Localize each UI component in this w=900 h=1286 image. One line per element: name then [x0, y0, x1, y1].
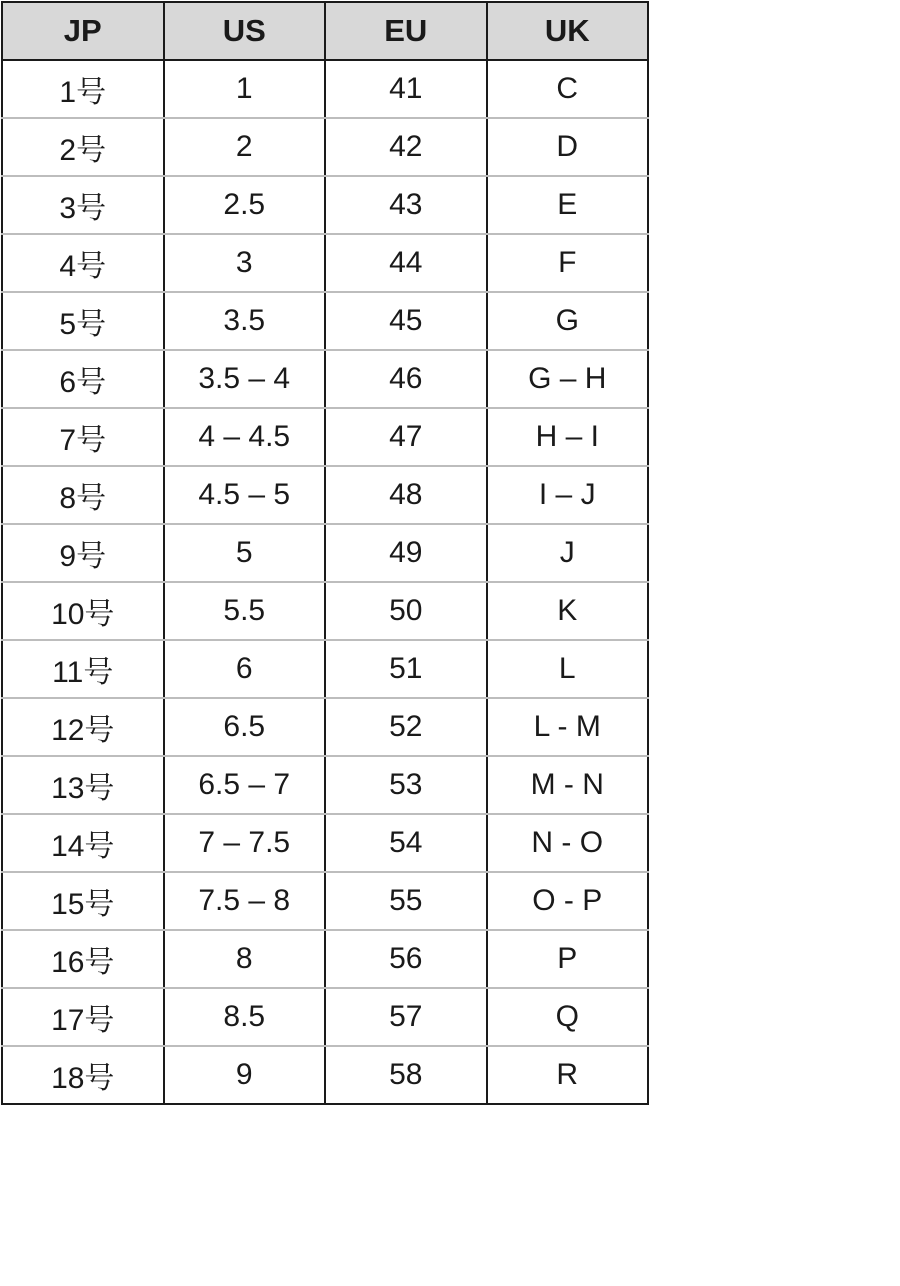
cell-jp: 16号	[2, 930, 164, 988]
cell-jp: 1号	[2, 60, 164, 118]
cell-us: 2.5	[164, 176, 326, 234]
cell-uk: E	[487, 176, 649, 234]
cell-uk: P	[487, 930, 649, 988]
table-row	[2, 930, 648, 988]
cell-eu: 49	[325, 524, 487, 582]
cell-us: 4.5 – 5	[164, 466, 326, 524]
cell-uk: H – I	[487, 408, 649, 466]
cell-jp: 8号	[2, 466, 164, 524]
cell-eu: 44	[325, 234, 487, 292]
cell-uk: G	[487, 292, 649, 350]
cell-eu: 54	[325, 814, 487, 872]
cell-us: 4 – 4.5	[164, 408, 326, 466]
cell-jp: 4号	[2, 234, 164, 292]
cell-jp: 3号	[2, 176, 164, 234]
table-row	[2, 582, 648, 640]
cell-us: 1	[164, 60, 326, 118]
cell-jp: 18号	[2, 1046, 164, 1104]
cell-us: 8.5	[164, 988, 326, 1046]
cell-uk: L	[487, 640, 649, 698]
cell-us: 6.5 – 7	[164, 756, 326, 814]
cell-us: 3.5 – 4	[164, 350, 326, 408]
table-row	[2, 988, 648, 1046]
cell-eu: 50	[325, 582, 487, 640]
cell-us: 6.5	[164, 698, 326, 756]
cell-us: 3.5	[164, 292, 326, 350]
table-row	[2, 234, 648, 292]
header-row	[2, 2, 648, 60]
cell-uk: F	[487, 234, 649, 292]
table-row	[2, 292, 648, 350]
cell-us: 2	[164, 118, 326, 176]
cell-eu: 55	[325, 872, 487, 930]
cell-uk: C	[487, 60, 649, 118]
cell-eu: 56	[325, 930, 487, 988]
header-us: US	[164, 2, 326, 60]
ring-size-table	[1, 1, 649, 1105]
cell-jp: 9号	[2, 524, 164, 582]
cell-us: 6	[164, 640, 326, 698]
cell-eu: 42	[325, 118, 487, 176]
cell-eu: 46	[325, 350, 487, 408]
cell-jp: 2号	[2, 118, 164, 176]
table-row	[2, 466, 648, 524]
cell-eu: 51	[325, 640, 487, 698]
cell-jp: 17号	[2, 988, 164, 1046]
table-row	[2, 118, 648, 176]
table-row	[2, 408, 648, 466]
cell-uk: Q	[487, 988, 649, 1046]
cell-eu: 53	[325, 756, 487, 814]
cell-eu: 41	[325, 60, 487, 118]
table-row	[2, 872, 648, 930]
cell-uk: G – H	[487, 350, 649, 408]
cell-eu: 48	[325, 466, 487, 524]
cell-us: 7.5 – 8	[164, 872, 326, 930]
cell-us: 7 – 7.5	[164, 814, 326, 872]
cell-eu: 57	[325, 988, 487, 1046]
cell-uk: D	[487, 118, 649, 176]
cell-uk: O - P	[487, 872, 649, 930]
cell-jp: 14号	[2, 814, 164, 872]
table-row	[2, 176, 648, 234]
table-row	[2, 1046, 648, 1104]
cell-uk: N - O	[487, 814, 649, 872]
cell-jp: 15号	[2, 872, 164, 930]
table-row	[2, 60, 648, 118]
table-row	[2, 640, 648, 698]
table-row	[2, 814, 648, 872]
cell-jp: 6号	[2, 350, 164, 408]
cell-uk: M - N	[487, 756, 649, 814]
cell-jp: 13号	[2, 756, 164, 814]
header-jp: JP	[2, 2, 164, 60]
cell-eu: 45	[325, 292, 487, 350]
cell-us: 5	[164, 524, 326, 582]
cell-us: 8	[164, 930, 326, 988]
table-row	[2, 350, 648, 408]
cell-eu: 43	[325, 176, 487, 234]
cell-eu: 47	[325, 408, 487, 466]
cell-jp: 12号	[2, 698, 164, 756]
cell-uk: R	[487, 1046, 649, 1104]
cell-uk: K	[487, 582, 649, 640]
cell-eu: 52	[325, 698, 487, 756]
table-row	[2, 524, 648, 582]
cell-eu: 58	[325, 1046, 487, 1104]
cell-uk: I – J	[487, 466, 649, 524]
header-eu: EU	[325, 2, 487, 60]
cell-us: 9	[164, 1046, 326, 1104]
cell-jp: 10号	[2, 582, 164, 640]
cell-us: 5.5	[164, 582, 326, 640]
cell-uk: L - M	[487, 698, 649, 756]
cell-jp: 11号	[2, 640, 164, 698]
header-uk: UK	[487, 2, 649, 60]
cell-uk: J	[487, 524, 649, 582]
cell-jp: 5号	[2, 292, 164, 350]
table-body	[2, 60, 648, 1104]
cell-jp: 7号	[2, 408, 164, 466]
cell-us: 3	[164, 234, 326, 292]
table-row	[2, 756, 648, 814]
table-row	[2, 698, 648, 756]
